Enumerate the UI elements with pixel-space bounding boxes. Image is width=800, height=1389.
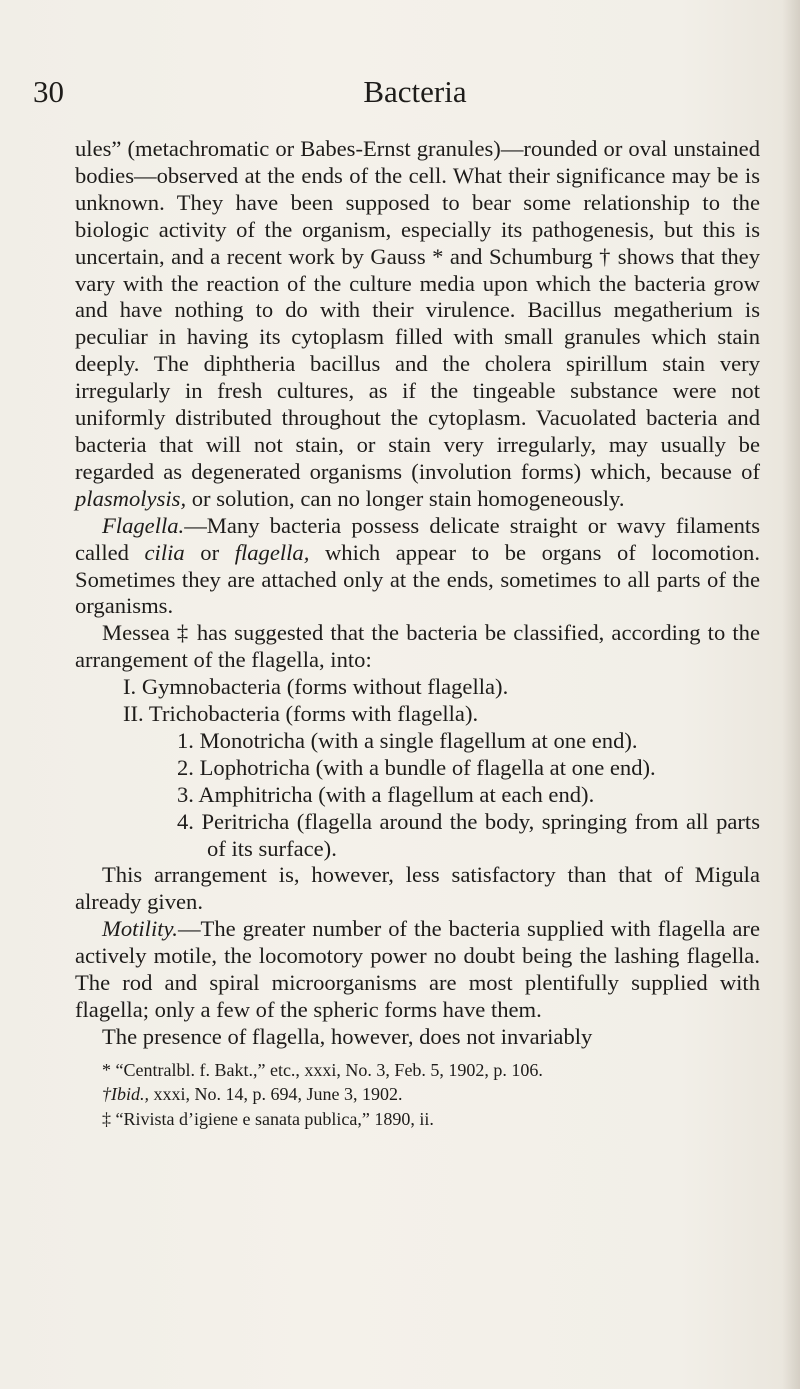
paragraph-arrangement: This arrangement is, however, less satisfactory than that of Migula already given. — [75, 862, 760, 915]
footnote: ‡ “Rivista d’igiene e sanata publica,” 1890, ii. — [102, 1108, 434, 1129]
footnotes — [75, 1058, 760, 1132]
paragraph-granules: ules” (metachromatic or Babes-Ernst granules)—rounded or oval unstained bodies—observed at the ends of the cell. What their significance may be is unknown. They have been supposed to bear some relationship to the biologic activity of the organism, especially its pathogenesis, but this is uncertain, and a recent work by Gauss * and Schumburg † shows that they vary with the reaction of the culture media upon which the bacteria grow and have nothing to do with their virulence. Bacillus megatherium is peculiar in having its cytoplasm filled with small granules which stain deeply. The diphtheria bacillus and the cholera spirillum stain very irregularly in fresh cultures, as if the tingeable substance were not uniformly distributed throughout the cytoplasm. Vacuolated bacteria and bacteria that will not stain, or stain very irregularly, may usually be regarded as degenerated organisms (involution forms) which, because of plasmolysis, or solution, can no longer stain homogeneously. — [75, 136, 760, 511]
section-heading-motility: Motility. — [102, 916, 178, 942]
list-item: II. Trichobacteria (forms with flagella). — [123, 701, 479, 727]
footnote: * “Centralbl. f. Bakt.,” etc., xxxi, No. 3, Feb. 5, 1902, p. 106. — [102, 1059, 543, 1080]
paragraph-flagella: Flagella.—Many bacteria possess delicate straight or wavy filaments called cilia or flagella, which appear to be organs of locomotion. Sometimes they are attached only at the ends, sometimes to all parts of the organisms. — [75, 512, 761, 619]
page-edge-shadow — [782, 0, 800, 1389]
body-text — [75, 136, 760, 1131]
classification-list — [75, 674, 760, 862]
emphasis-cilia: cilia — [144, 539, 185, 565]
emphasis-plasmolysis: plasmolysis, — [75, 485, 187, 511]
footnote: †Ibid., xxxi, No. 14, p. 694, June 3, 1902. — [102, 1084, 403, 1105]
emphasis-flagella: flagella, — [234, 539, 310, 565]
list-item: I. Gymnobacteria (forms without flagella). — [123, 674, 509, 700]
list-subitem: 2. Lophotricha (with a bundle of flagella at one end). — [177, 754, 656, 780]
paragraph-motility: Motility.—The greater number of the bacteria supplied with flagella are actively motile, the locomotory power no doubt being the lashing flagella. The rod and spiral microorganisms are most plentifully supplied with flagella; only a few of the spheric forms have them. — [75, 916, 760, 1022]
list-subitem: 3. Amphitricha (with a flagellum at each end). — [177, 781, 595, 807]
list-subitem: 1. Monotricha (with a single flagellum at one end). — [177, 727, 638, 753]
page-number: 30 — [33, 74, 64, 109]
running-head: Bacteria — [363, 74, 467, 109]
section-heading-flagella: Flagella. — [102, 512, 185, 538]
page-header — [0, 72, 800, 112]
paragraph-presence: The presence of flagella, however, does not invariably — [102, 1023, 593, 1049]
paragraph-messea: Messea ‡ has suggested that the bacteria be classified, according to the arrangement of the flagella, into: — [75, 620, 760, 673]
list-subitem: 4. Peritricha (flagella around the body, springing from all parts of its surface). — [177, 808, 760, 861]
